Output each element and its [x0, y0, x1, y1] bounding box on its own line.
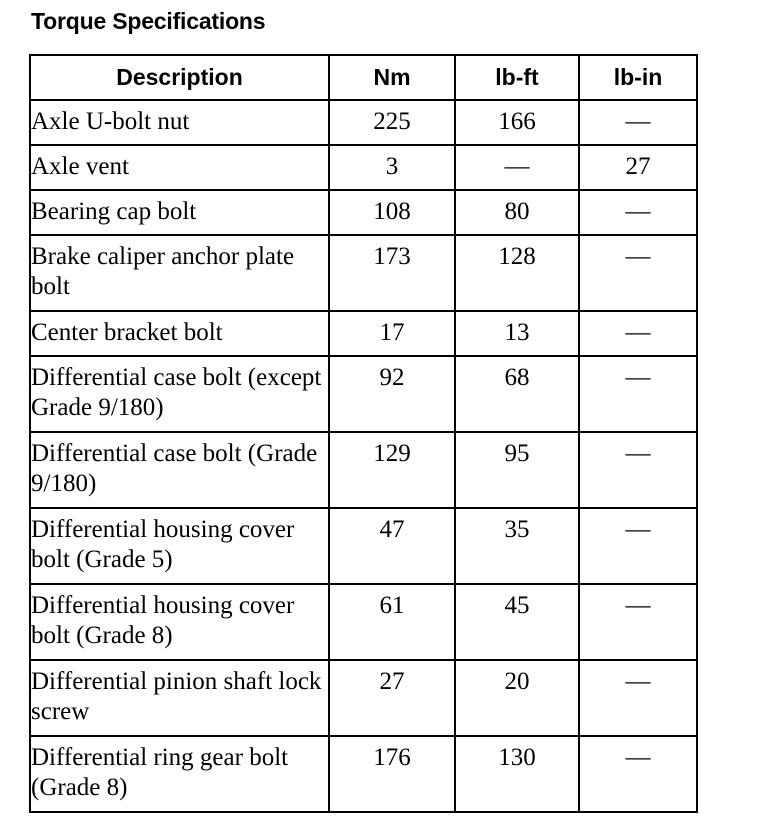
lbft-cell: — — [455, 145, 579, 190]
description-cell: Brake caliper anchor plate bolt — [30, 235, 329, 311]
lbin-cell: — — [579, 432, 697, 508]
lbft-cell: 130 — [455, 736, 579, 812]
description-cell: Differential housing cover bolt (Grade 5) — [30, 508, 329, 584]
table-row — [30, 356, 697, 432]
description-cell: Differential housing cover bolt (Grade 8) — [30, 584, 329, 660]
description-cell: Center bracket bolt — [30, 311, 329, 356]
lbft-cell: 13 — [455, 311, 579, 356]
lbft-cell: 35 — [455, 508, 579, 584]
lbft-cell: 80 — [455, 190, 579, 235]
nm-cell: 129 — [329, 432, 455, 508]
table-row — [30, 660, 697, 736]
nm-cell: 225 — [329, 100, 455, 145]
table-row — [30, 736, 697, 812]
nm-cell: 108 — [329, 190, 455, 235]
description-cell: Axle vent — [30, 145, 329, 190]
lbin-cell: — — [579, 100, 697, 145]
description-cell: Differential ring gear bolt (Grade 8) — [30, 736, 329, 812]
description-cell: Axle U-bolt nut — [30, 100, 329, 145]
lbin-cell: — — [579, 660, 697, 736]
col-header-lbin: lb-in — [579, 55, 697, 100]
table-header-row — [30, 55, 697, 100]
lbft-cell: 20 — [455, 660, 579, 736]
lbin-cell: — — [579, 508, 697, 584]
lbin-cell: 27 — [579, 145, 697, 190]
lbin-cell: — — [579, 736, 697, 812]
lbin-cell: — — [579, 311, 697, 356]
lbft-cell: 128 — [455, 235, 579, 311]
col-header-nm: Nm — [329, 55, 455, 100]
col-header-description: Description — [30, 55, 329, 100]
lbft-cell: 166 — [455, 100, 579, 145]
col-header-lbft: lb-ft — [455, 55, 579, 100]
nm-cell: 92 — [329, 356, 455, 432]
table-row — [30, 145, 697, 190]
table-row — [30, 311, 697, 356]
table-row — [30, 584, 697, 660]
nm-cell: 61 — [329, 584, 455, 660]
description-cell: Differential pinion shaft lock screw — [30, 660, 329, 736]
nm-cell: 27 — [329, 660, 455, 736]
nm-cell: 3 — [329, 145, 455, 190]
lbin-cell: — — [579, 235, 697, 311]
table-row — [30, 190, 697, 235]
nm-cell: 17 — [329, 311, 455, 356]
lbin-cell: — — [579, 584, 697, 660]
page-title: Torque Specifications — [31, 8, 266, 34]
nm-cell: 176 — [329, 736, 455, 812]
table-row — [30, 100, 697, 145]
description-cell: Differential case bolt (except Grade 9/180) — [30, 356, 329, 432]
lbft-cell: 68 — [455, 356, 579, 432]
table-row — [30, 235, 697, 311]
description-cell: Bearing cap bolt — [30, 190, 329, 235]
lbin-cell: — — [579, 356, 697, 432]
table-row — [30, 508, 697, 584]
lbin-cell: — — [579, 190, 697, 235]
lbft-cell: 45 — [455, 584, 579, 660]
torque-spec-table — [29, 54, 698, 813]
lbft-cell: 95 — [455, 432, 579, 508]
table-row — [30, 432, 697, 508]
nm-cell: 173 — [329, 235, 455, 311]
description-cell: Differential case bolt (Grade 9/180) — [30, 432, 329, 508]
nm-cell: 47 — [329, 508, 455, 584]
